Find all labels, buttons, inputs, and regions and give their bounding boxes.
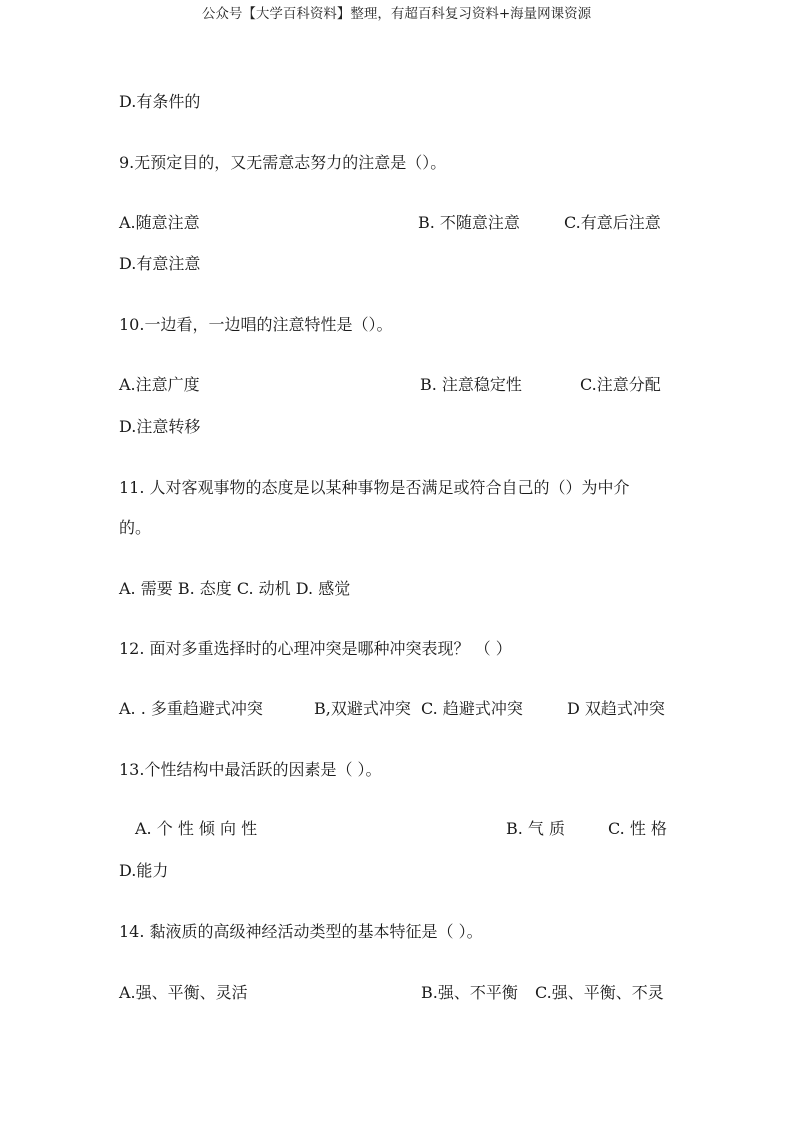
q11-options: A. 需要 B. 态度 C. 动机 D. 感觉 [119, 579, 351, 598]
q12-stem: 12. 面对多重选择时的心理冲突是哪种冲突表现？ （ ） [119, 639, 512, 658]
q10-option-b: B. 注意稳定性 [420, 375, 522, 394]
q10-option-a: A.注意广度 [119, 375, 200, 394]
q12-option-a: A. . 多重趋避式冲突 [119, 699, 263, 718]
q8-option-d: D.有条件的 [119, 92, 201, 111]
q14-option-c: C.强、平衡、不灵 [535, 983, 664, 1002]
q14-stem: 14. 黏液质的高级神经活动类型的基本特征是（ ）。 [119, 922, 483, 941]
q9-option-c: C.有意后注意 [564, 213, 661, 232]
q12-option-d: D 双趋式冲突 [567, 699, 665, 718]
q13-stem: 13.个性结构中最活跃的因素是（ ）。 [119, 760, 382, 779]
q13-option-d: D.能力 [119, 861, 169, 880]
q13-option-c: C. 性 格 [608, 819, 667, 838]
q13-option-b: B. 气 质 [506, 819, 566, 838]
q13-option-a: A. 个 性 倾 向 性 [135, 819, 258, 838]
q10-stem: 10.一边看，一边唱的注意特性是（）。 [119, 315, 393, 334]
q9-stem: 9.无预定目的，又无需意志努力的注意是（）。 [119, 153, 447, 172]
q11-stem-line2: 的。 [119, 518, 152, 537]
q10-option-c: C.注意分配 [580, 375, 661, 394]
q14-option-b: B.强、不平衡 [421, 983, 518, 1002]
q11-stem-line1: 11. 人对客观事物的态度是以某种事物是否满足或符合自己的（）为中介 [119, 478, 630, 497]
q12-option-b: B,双避式冲突 [314, 699, 411, 718]
q12-option-c: C. 趋避式冲突 [421, 699, 523, 718]
page-header: 公众号【大学百科资料】整理，有超百科复习资料+海量网课资源 [201, 6, 592, 22]
q10-option-d: D.注意转移 [119, 417, 201, 436]
q9-option-b: B. 不随意注意 [418, 213, 520, 232]
q9-option-d: D.有意注意 [119, 254, 201, 273]
q14-option-a: A.强、平衡、灵活 [119, 983, 248, 1002]
q9-option-a: A.随意注意 [119, 213, 200, 232]
